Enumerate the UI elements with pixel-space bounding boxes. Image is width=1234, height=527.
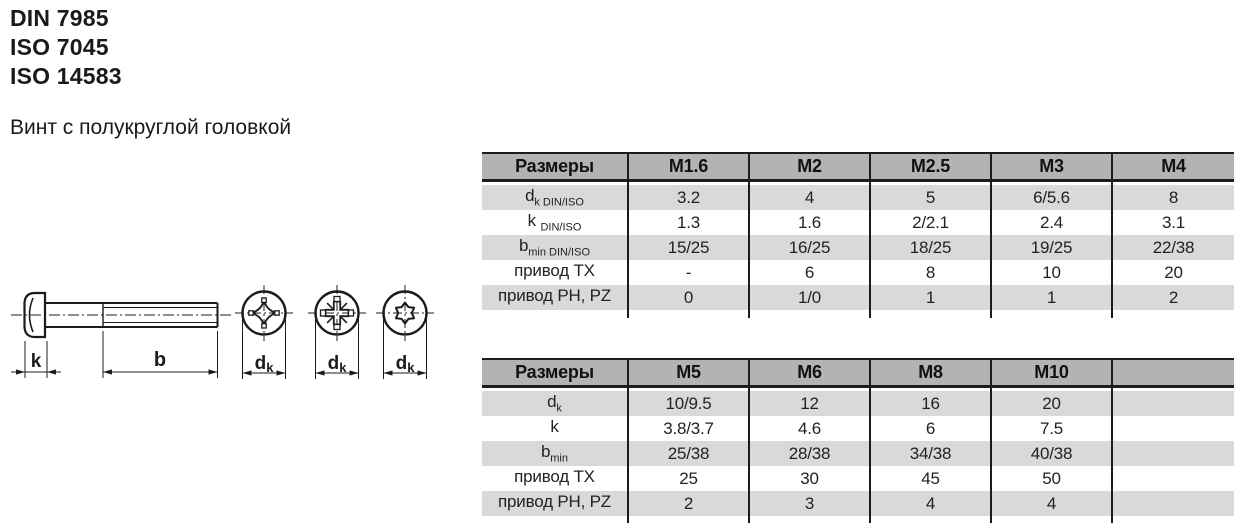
table-cell: 7.5 — [991, 416, 1112, 441]
standard-iso-7045: ISO 7045 — [10, 34, 109, 60]
row-label-bmin: $b_{min DIN/ISO}$ — [482, 235, 628, 260]
table-cell: 4.6 — [749, 416, 870, 441]
table-cell: 2 — [1112, 285, 1234, 310]
table-cell — [1112, 416, 1234, 441]
table-cell: 28/38 — [749, 441, 870, 466]
table-cell: 10 — [991, 260, 1112, 285]
table-cell: 10/9.5 — [628, 391, 749, 416]
dimension-k-label: k — [30, 351, 42, 372]
torx-recess-view — [376, 285, 434, 379]
table-cell: 3.2 — [628, 185, 749, 210]
table-cell: 1.6 — [749, 210, 870, 235]
column-header-m1_6: M1.6 — [628, 153, 749, 180]
table-cell: 4 — [991, 491, 1112, 516]
table-cell: 12 — [749, 391, 870, 416]
table-cell: 20 — [991, 391, 1112, 416]
table-cell: 1 — [991, 285, 1112, 310]
column-header-sizes: Размеры — [482, 359, 628, 386]
svg-text:dk: dk — [327, 353, 347, 375]
column-header-m5: M5 — [628, 359, 749, 386]
table-cell — [1112, 466, 1234, 491]
table-cell: 1 — [870, 285, 991, 310]
table-cell: 5 — [870, 185, 991, 210]
table-row-drive-tx — [482, 466, 1234, 491]
table-cell: 16 — [870, 391, 991, 416]
table-cell: 16/25 — [749, 235, 870, 260]
column-line-extensions — [482, 516, 1234, 523]
table-row-drive-ph-pz — [482, 285, 1234, 310]
table-cell: 3 — [749, 491, 870, 516]
table-cell: 4 — [870, 491, 991, 516]
table-cell: 25 — [628, 466, 749, 491]
table-cell: 25/38 — [628, 441, 749, 466]
table-cell: 8 — [1112, 185, 1234, 210]
dimensions-table-m5-m10 — [482, 358, 1234, 523]
dimensions-table-m1_6-m4 — [482, 152, 1234, 318]
row-label-dk: $d_{k DIN/ISO}$ — [482, 185, 628, 210]
column-header-m10: M10 — [991, 359, 1112, 386]
table-row-dk — [482, 185, 1234, 210]
dimension-dk-label: d — [254, 353, 267, 374]
dimension-k — [11, 341, 61, 378]
table-row-bmin — [482, 235, 1234, 260]
screw-side-view — [11, 293, 233, 378]
table-cell: 6 — [749, 260, 870, 285]
phillips-recess-view — [235, 285, 293, 379]
row-label-drive-tx: привод TX — [482, 466, 628, 491]
standards-list — [10, 4, 122, 91]
table-row-k — [482, 210, 1234, 235]
table-cell: 19/25 — [991, 235, 1112, 260]
table-cell: 3.8/3.7 — [628, 416, 749, 441]
column-header-empty — [1112, 359, 1234, 386]
row-label-bmin: $b_{min}$ — [482, 441, 628, 466]
dimension-b — [103, 331, 218, 378]
table-cell — [1112, 491, 1234, 516]
row-label-k: k — [482, 416, 628, 441]
table-cell: 3.1 — [1112, 210, 1234, 235]
table-header-row — [482, 359, 1234, 386]
column-line-extensions — [482, 310, 1234, 318]
row-label-dk: $d_k$ — [482, 391, 628, 416]
table-cell: - — [628, 260, 749, 285]
row-label-drive-tx: привод TX — [482, 260, 628, 285]
table-cell — [1112, 441, 1234, 466]
dimension-dk-label: d — [327, 353, 340, 374]
table-cell: 6 — [870, 416, 991, 441]
table-cell: 20 — [1112, 260, 1234, 285]
table-cell: 0 — [628, 285, 749, 310]
table-cell: 1/0 — [749, 285, 870, 310]
table-cell: 50 — [991, 466, 1112, 491]
dimension-dk-label: d — [395, 353, 408, 374]
table-row-dk — [482, 391, 1234, 416]
table-cell: 2/2.1 — [870, 210, 991, 235]
column-header-m6: M6 — [749, 359, 870, 386]
row-label-k: k $_{DIN/ISO}$ — [482, 210, 628, 235]
table-cell: 4 — [749, 185, 870, 210]
column-header-m4: M4 — [1112, 153, 1234, 180]
table-cell: 2 — [628, 491, 749, 516]
column-header-m3: M3 — [991, 153, 1112, 180]
table-row-k — [482, 416, 1234, 441]
table-row-bmin — [482, 441, 1234, 466]
row-label-drive-ph-pz: привод PH, PZ — [482, 285, 628, 310]
screw-technical-drawing — [0, 283, 450, 395]
table-cell: 6/5.6 — [991, 185, 1112, 210]
table-cell: 22/38 — [1112, 235, 1234, 260]
row-label-drive-ph-pz: привод PH, PZ — [482, 491, 628, 516]
table-cell: 45 — [870, 466, 991, 491]
table-row-drive-ph-pz — [482, 491, 1234, 516]
table-cell: 34/38 — [870, 441, 991, 466]
table-cell: 1.3 — [628, 210, 749, 235]
table-row-drive-tx — [482, 260, 1234, 285]
standard-iso-14583: ISO 14583 — [10, 63, 122, 89]
table-cell — [1112, 391, 1234, 416]
table-cell: 15/25 — [628, 235, 749, 260]
svg-text:dk: dk — [254, 353, 274, 375]
page-title: Винт с полукруглой головкой — [10, 116, 292, 139]
column-header-sizes: Размеры — [482, 153, 628, 180]
column-header-m2: M2 — [749, 153, 870, 180]
svg-text:dk: dk — [395, 353, 415, 375]
column-header-m8: M8 — [870, 359, 991, 386]
column-header-m2_5: M2.5 — [870, 153, 991, 180]
table-cell: 40/38 — [991, 441, 1112, 466]
table-header-row — [482, 153, 1234, 180]
standard-din: DIN 7985 — [10, 5, 109, 31]
dimension-b-label: b — [153, 349, 167, 371]
table-cell: 8 — [870, 260, 991, 285]
table-cell: 30 — [749, 466, 870, 491]
table-cell: 18/25 — [870, 235, 991, 260]
pozidriv-recess-view — [308, 285, 366, 379]
table-cell: 2.4 — [991, 210, 1112, 235]
